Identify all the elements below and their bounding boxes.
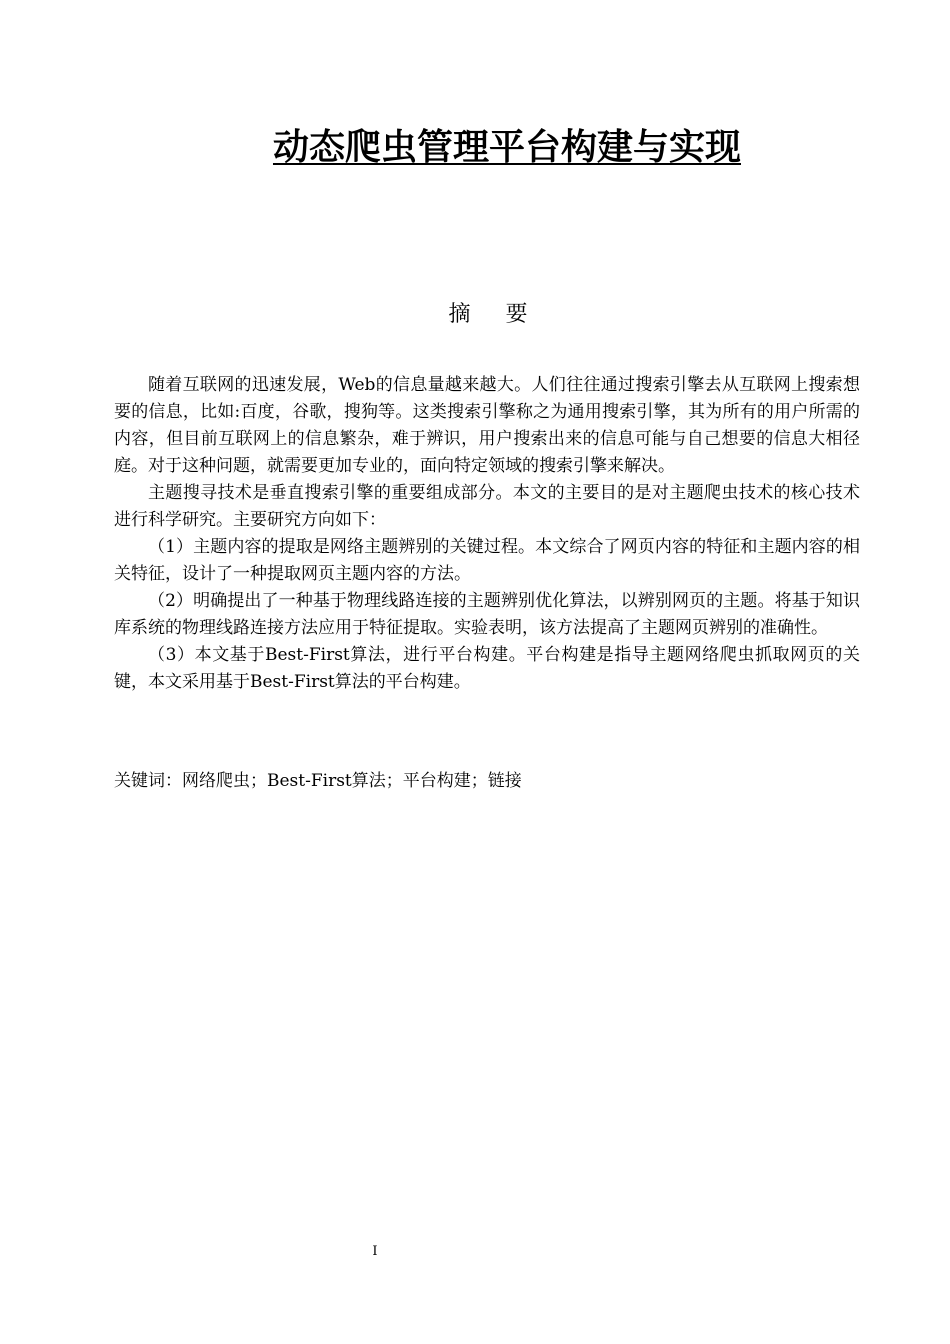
document-title: 动态爬虫管理平台构建与实现 [272,127,741,168]
abstract-paragraph: （3）本文基于Best-First算法，进行平台构建。平台构建是指导主题网络爬虫抓取网页的关键，本文采用基于Best-First算法的平台构建。 [114,645,860,692]
abstract-paragraph: （2）明确提出了一种基于物理线路连接的主题辨别优化算法，以辨别网页的主题。将基于知识库系统的物理线路连接方法应用于特征提取。实验表明，该方法提高了主题网页辨别的准确性。 [114,591,860,638]
abstract-paragraph: 随着互联网的迅速发展，Web的信息量越来越大。人们往往通过搜索引擎去从互联网上搜索想要的信息，比如:百度，谷歌，搜狗等。这类搜索引擎称之为通用搜索引擎，其为所有的用户所需的内容，但目前互联网上的信息繁杂，难于辨识，用户搜索出来的信息可能与自己想要的信息大相径庭。对于这种问题，就需要更加专业的，面向特定领域的搜索引擎来解决。 [114,375,860,476]
keywords-line: 关键词：网络爬虫；Best-First算法；平台构建；链接 [114,771,522,791]
abstract-body [114,372,860,696]
abstract-heading: 摘 要 [448,302,542,327]
abstract-paragraph: （1）主题内容的提取是网络主题辨别的关键过程。本文综合了网页内容的特征和主题内容的相关特征，设计了一种提取网页主题内容的方法。 [114,537,860,584]
page-number: I [372,1244,378,1259]
abstract-paragraph: 主题搜寻技术是垂直搜索引擎的重要组成部分。本文的主要目的是对主题爬虫技术的核心技术进行科学研究。主要研究方向如下： [114,483,860,530]
